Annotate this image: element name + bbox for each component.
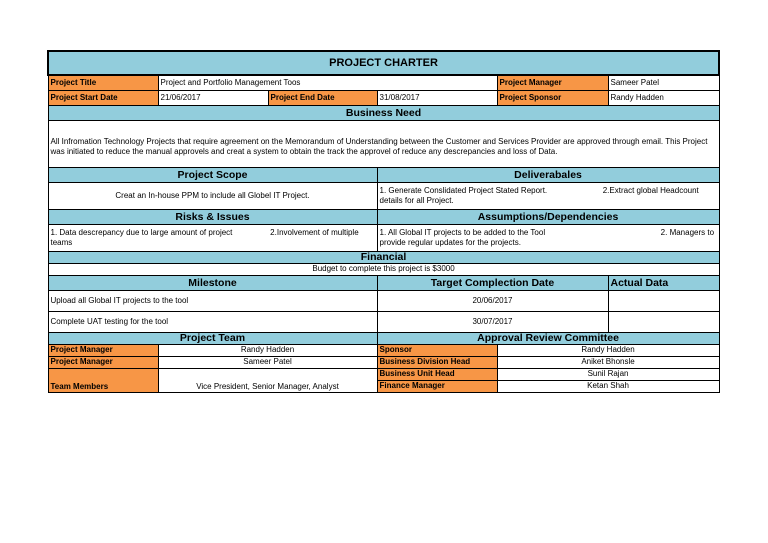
deliverables-header: Deliverabales	[377, 167, 719, 182]
charter-title: PROJECT CHARTER	[48, 51, 719, 75]
team-member-value[interactable]: Randy Hadden	[158, 344, 377, 356]
milestone-actual-date[interactable]	[608, 290, 719, 311]
milestone-name[interactable]: Upload all Global IT projects to the tool	[48, 290, 377, 311]
committee-member-value[interactable]: Randy Hadden	[497, 344, 719, 356]
milestone-target-date[interactable]: 30/07/2017	[377, 311, 608, 332]
end-date-label: Project End Date	[268, 90, 377, 105]
approval-committee-header: Approval Review Committee	[377, 332, 719, 344]
milestone-name[interactable]: Complete UAT testing for the tool	[48, 311, 377, 332]
committee-role-label: Business Unit Head	[377, 368, 497, 380]
committee-role-label: Business Division Head	[377, 356, 497, 368]
milestone-header: Milestone	[48, 275, 377, 290]
project-sponsor-value[interactable]: Randy Hadden	[608, 90, 719, 105]
business-need-text[interactable]: All Infromation Technology Projects that require agreement on the Memorandum of Understanding between the Customer and Services Provider are approved through email. This Project was initiated to reduce the manual approvels and creat a system to obtain the track the approvel of reduce any descrepancies and loss of Data.	[48, 120, 719, 167]
team-role-label: Project Manager	[48, 344, 158, 356]
committee-member-value[interactable]: Aniket Bhonsle	[497, 356, 719, 368]
team-member-value[interactable]: Sameer Patel	[158, 356, 377, 368]
project-manager-label: Project Manager	[497, 75, 608, 90]
assumptions-text[interactable]: 1. All Global IT projects to be added to the Tool 2. Managers to provide regular updates for the projects.	[377, 224, 719, 251]
project-scope-text[interactable]: Creat an In-house PPM to include all Globel IT Project.	[48, 182, 377, 209]
committee-member-value[interactable]: Sunil Rajan	[497, 368, 719, 380]
financial-text[interactable]: Budget to complete this project is $3000	[48, 263, 719, 275]
actual-date-header: Actual Data	[608, 275, 719, 290]
project-manager-value[interactable]: Sameer Patel	[608, 75, 719, 90]
committee-member-value[interactable]: Ketan Shah	[497, 380, 719, 392]
end-date-value[interactable]: 31/08/2017	[377, 90, 497, 105]
committee-role-label: Sponsor	[377, 344, 497, 356]
start-date-value[interactable]: 21/06/2017	[158, 90, 268, 105]
risks-text[interactable]: 1. Data descrepancy due to large amount of project 2.Involvement of multiple teams	[48, 224, 377, 251]
deliverables-text[interactable]: 1. Generate Conslidated Project Stated Report. 2.Extract global Headcount details for all Project.	[377, 182, 719, 209]
project-sponsor-label: Project Sponsor	[497, 90, 608, 105]
project-title-value[interactable]: Project and Portfolio Management Toos	[158, 75, 497, 90]
project-team-header: Project Team	[48, 332, 377, 344]
target-date-header: Target Complection Date	[377, 275, 608, 290]
project-charter-table	[47, 50, 720, 393]
committee-role-label: Finance Manager	[377, 380, 497, 392]
project-scope-header: Project Scope	[48, 167, 377, 182]
team-member-value[interactable]: Vice President, Senior Manager, Analyst	[158, 368, 377, 392]
financial-header: Financial	[48, 251, 719, 263]
milestone-actual-date[interactable]	[608, 311, 719, 332]
business-need-header: Business Need	[48, 105, 719, 120]
assumptions-header: Assumptions/Dependencies	[377, 209, 719, 224]
project-charter-sheet	[47, 50, 718, 393]
team-role-label: Team Members	[48, 368, 158, 392]
team-role-label: Project Manager	[48, 356, 158, 368]
start-date-label: Project Start Date	[48, 90, 158, 105]
risks-header: Risks & Issues	[48, 209, 377, 224]
project-title-label: Project Title	[48, 75, 158, 90]
milestone-target-date[interactable]: 20/06/2017	[377, 290, 608, 311]
